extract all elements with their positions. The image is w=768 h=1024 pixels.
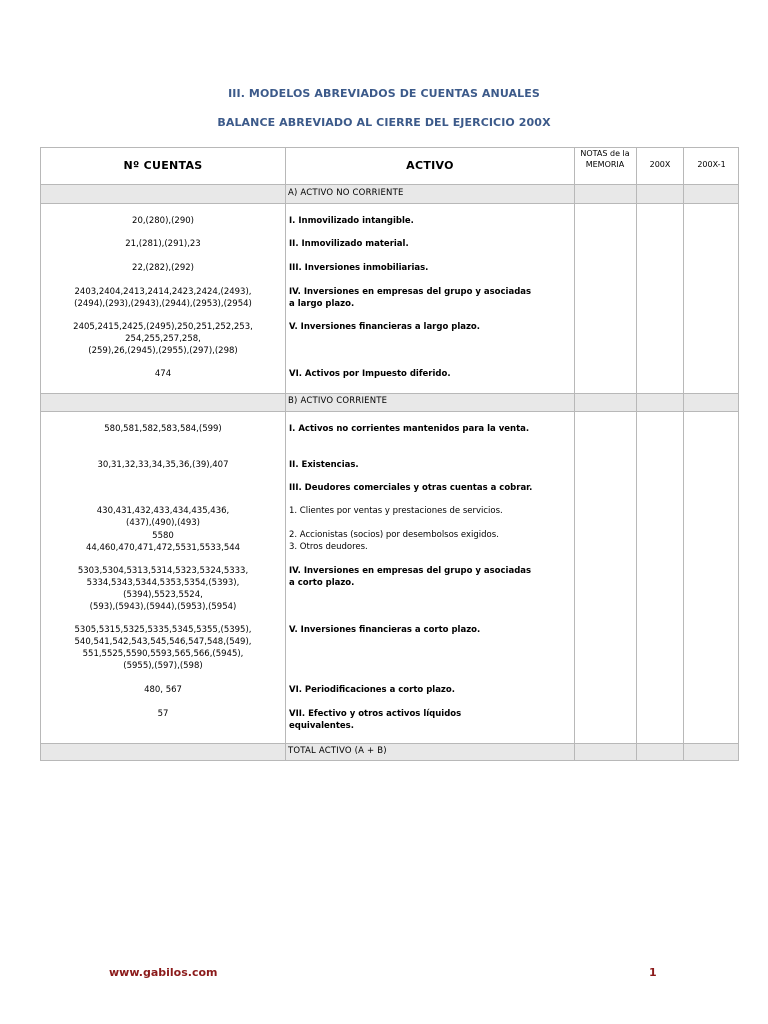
header-activo: ACTIVO bbox=[406, 159, 454, 172]
accounts-b-4: 5580 44,460,470,471,472,5531,5533,544 bbox=[85, 531, 241, 553]
section-title: III. MODELOS ABREVIADOS DE CUENTAS ANUALES bbox=[228, 87, 540, 100]
footer-url[interactable]: www.gabilos.com bbox=[109, 966, 218, 979]
label-a-5: V. Inversiones financieras a largo plazo. bbox=[289, 322, 481, 332]
total-label: TOTAL ACTIVO (A + B) bbox=[288, 746, 387, 756]
header-year: 200X bbox=[649, 160, 671, 169]
label-b-1: I. Activos no corrientes mantenidos para la venta. bbox=[289, 424, 530, 434]
label-b-6: VI. Periodificaciones a corto plazo. bbox=[289, 685, 455, 695]
accounts-a-1: 20,(280),(290) bbox=[132, 216, 194, 226]
label-a-4: IV. Inversiones en empresas del grupo y asociadas a largo plazo. bbox=[289, 287, 532, 309]
label-a-1: I. Inmovilizado intangible. bbox=[289, 216, 414, 226]
accounts-a-6: 474 bbox=[154, 369, 172, 379]
accounts-b-1: 580,581,582,583,584,(599) bbox=[104, 424, 222, 434]
section-a-label: A) ACTIVO NO CORRIENTE bbox=[288, 188, 404, 198]
header-notas: NOTAS de la MEMORIA bbox=[580, 149, 630, 169]
accounts-b-6: 5305,5315,5325,5335,5345,5355,(5395), 540,541,542,543,545,546,547,548,(549), 551,5525,5590,5593,565,566,(5945), (5955),(597),(598) bbox=[74, 625, 252, 671]
label-a-3: III. Inversiones inmobiliarias. bbox=[289, 263, 429, 273]
total-band bbox=[41, 743, 738, 760]
section-b-band bbox=[41, 393, 738, 411]
accounts-b-2: 30,31,32,33,34,35,36,(39),407 bbox=[97, 460, 229, 470]
label-a-2: II. Inmovilizado material. bbox=[289, 239, 409, 249]
label-b-3-2: 2. Accionistas (socios) por desembolsos exigidos. 3. Otros deudores. bbox=[289, 530, 499, 552]
balance-table bbox=[40, 147, 739, 761]
label-a-6: VI. Activos por Impuesto diferido. bbox=[289, 369, 451, 379]
label-b-5: V. Inversiones financieras a corto plazo. bbox=[289, 625, 481, 635]
accounts-a-4: 2403,2404,2413,2414,2423,2424,(2493), (2494),(293),(2943),(2944),(2953),(2954) bbox=[74, 287, 252, 309]
label-b-4: IV. Inversiones en empresas del grupo y asociadas a corto plazo. bbox=[289, 566, 532, 588]
accounts-b-5: 5303,5304,5313,5314,5323,5324,5333, 5334,5343,5344,5353,5354,(5393), (5394),5523,5524, (593),(5943),(5944),(5953),(5954) bbox=[77, 566, 249, 612]
label-b-3: III. Deudores comerciales y otras cuentas a cobrar. bbox=[289, 483, 533, 493]
section-b-label: B) ACTIVO CORRIENTE bbox=[288, 396, 388, 406]
header-accounts: Nº CUENTAS bbox=[123, 159, 203, 172]
accounts-b-3: 430,431,432,433,434,435,436, (437),(490),(493) bbox=[96, 506, 230, 528]
accounts-a-2: 21,(281),(291),23 bbox=[125, 239, 201, 249]
accounts-b-7: 480, 567 bbox=[144, 685, 182, 695]
accounts-a-5: 2405,2415,2425,(2495),250,251,252,253, 254,255,257,258, (259),26,(2945),(2955),(297),(298) bbox=[73, 322, 253, 356]
header-prev-year: 200X-1 bbox=[697, 160, 726, 169]
accounts-a-3: 22,(282),(292) bbox=[132, 263, 194, 273]
balance-title: BALANCE ABREVIADO AL CIERRE DEL EJERCICIO 200X bbox=[217, 116, 551, 129]
page-number: 1 bbox=[649, 966, 657, 979]
accounts-b-8: 57 bbox=[157, 709, 169, 719]
label-b-3-1: 1. Clientes por ventas y prestaciones de servicios. bbox=[289, 506, 503, 516]
label-b-7: VII. Efectivo y otros activos líquidos equivalentes. bbox=[289, 709, 462, 731]
label-b-2: II. Existencias. bbox=[289, 460, 359, 470]
